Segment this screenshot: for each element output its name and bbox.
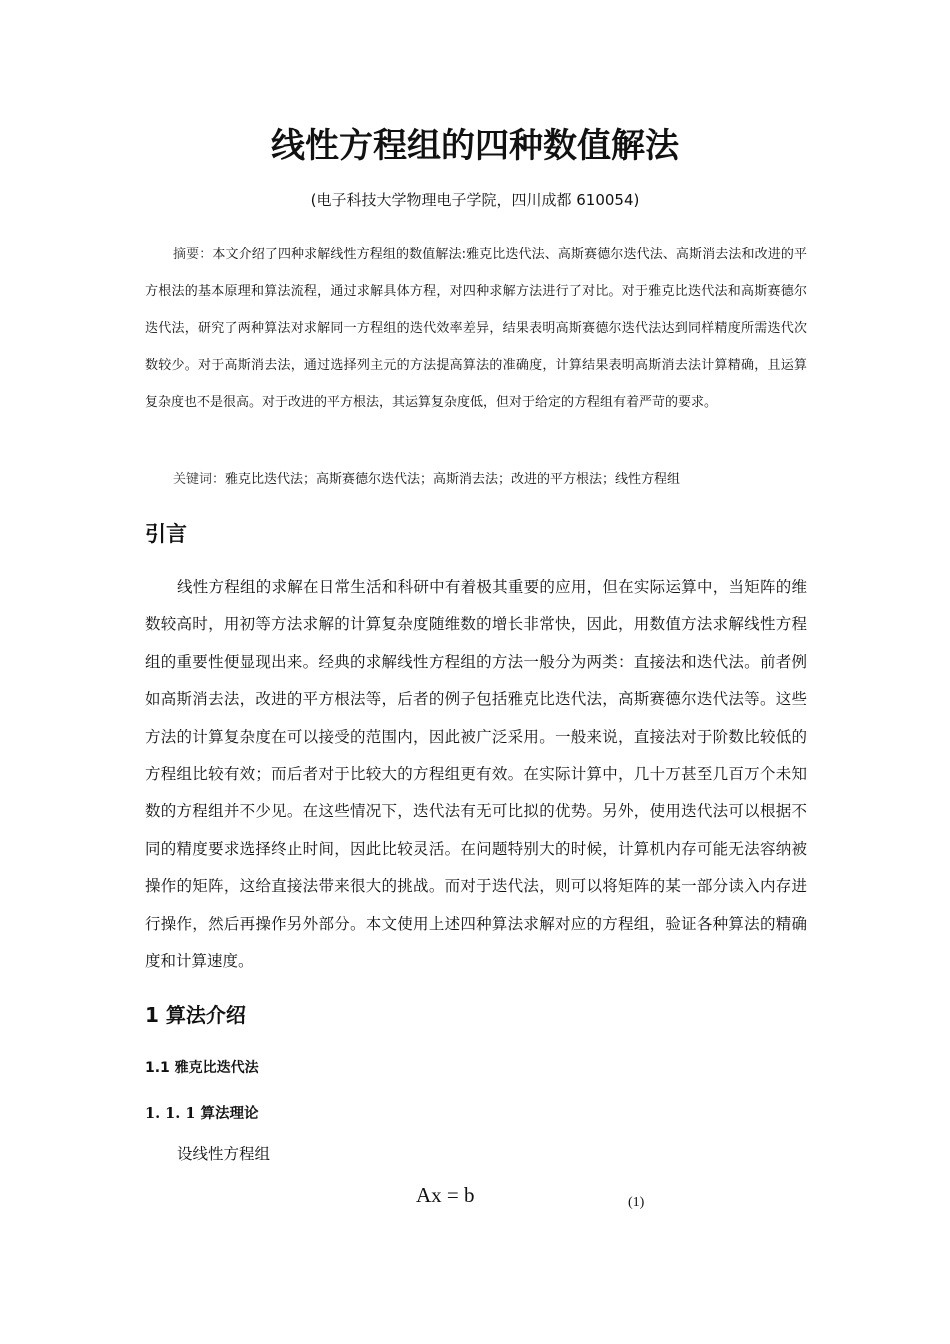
section-1-heading: 1 算法介绍 (145, 1003, 246, 1027)
author-affiliation: (电子科技大学物理电子学院，四川成都 610054) (310, 191, 640, 209)
abstract-text: 本文介绍了四种求解线性方程组的数值解法:雅克比迭代法、高斯赛德尔迭代法、高斯消去法和改进的平方根法的基本原理和算法流程，通过求解具体方程，对四种求解方法进行了对比。对于雅克比迭代法和高斯赛德尔迭代法，研究了两种算法对求解同一方程组的迭代效率差异，结果表明高斯赛德尔迭代法达到同样精度所需迭代次数较少。对于高斯消去法，通过选择列主元的方法提高算法的准确度，计算结果表明高斯消去法计算精确，且运算复杂度也不是很高。对于改进的平方根法，其运算复杂度低，但对于给定的方程组有着严苛的要求。 (145, 247, 807, 410)
abstract (145, 236, 807, 421)
intro-heading: 引言 (145, 522, 187, 546)
section-1-1-heading: 1.1 雅克比迭代法 (145, 1060, 259, 1076)
keywords (145, 468, 807, 492)
paper-title: 线性方程组的四种数值解法 (271, 126, 679, 166)
keywords-label: 关键词： (173, 472, 226, 487)
section-1-1-1-heading: 1. 1. 1 算法理论 (145, 1105, 259, 1122)
equation-number: (1) (628, 1195, 645, 1210)
abstract-label: 摘要： (173, 247, 213, 262)
keywords-text: 雅克比迭代法；高斯赛德尔迭代法；高斯消去法；改进的平方根法；线性方程组 (225, 472, 681, 487)
setup-line: 设线性方程组 (177, 1145, 271, 1163)
equation: Ax = b (416, 1183, 475, 1207)
intro-paragraph: 线性方程组的求解在日常生活和科研中有着极其重要的应用，但在实际运算中，当矩阵的维数较高时，用初等方法求解的计算复杂度随维数的增长非常快，因此，用数值方法求解线性方程组的重要性便显现出来。经典的求解线性方程组的方法一般分为两类：直接法和迭代法。前者例如高斯消去法，改进的平方根法等，后者的例子包括雅克比迭代法，高斯赛德尔迭代法等。这些方法的计算复杂度在可以接受的范围内，因此被广泛采用。一般来说，直接法对于阶数比较低的方程组比较有效；而后者对于比较大的方程组更有效。在实际计算中，几十万甚至几百万个未知数的方程组并不少见。在这些情况下，迭代法有无可比拟的优势。另外，使用迭代法可以根据不同的精度要求选择终止时间，因此比较灵活。在问题特别大的时候，计算机内存可能无法容纳被操作的矩阵，这给直接法带来很大的挑战。而对于迭代法，则可以将矩阵的某一部分读入内存进行操作，然后再操作另外部分。本文使用上述四种算法求解对应的方程组，验证各种算法的精确度和计算速度。 (145, 578, 807, 971)
